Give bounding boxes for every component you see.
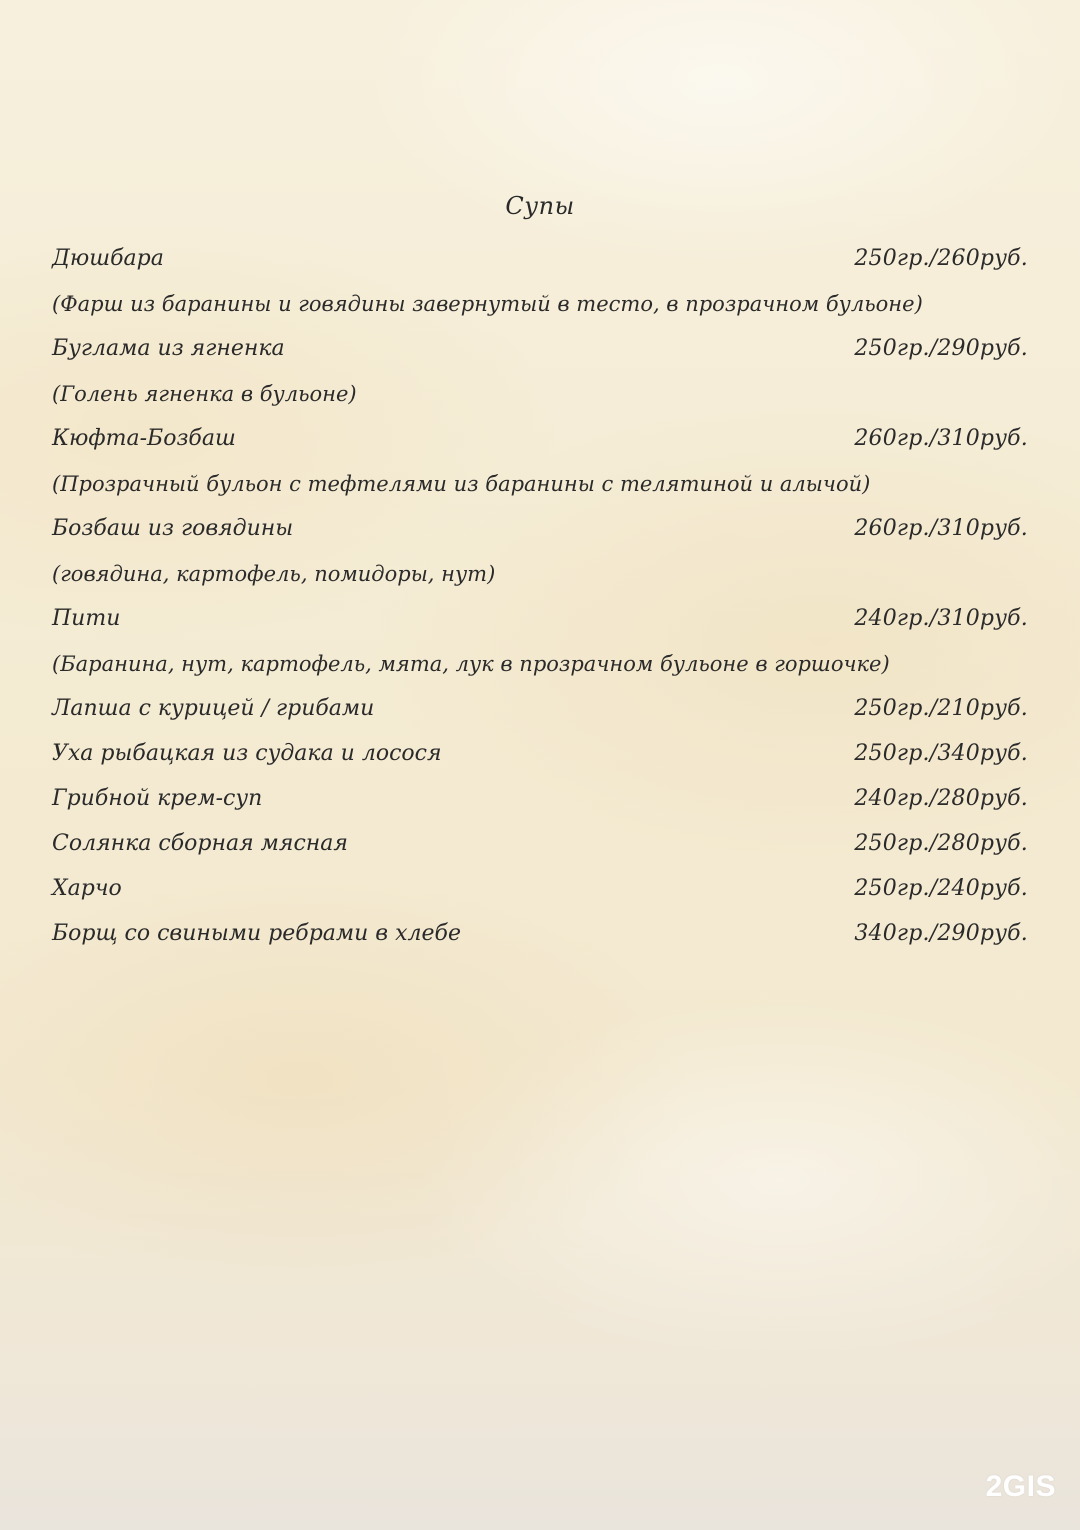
dish-name: Харчо [52,876,122,901]
menu-item [52,776,1028,821]
dish-name: Борщ со свиными ребрами в хлебе [52,921,461,946]
menu-item [52,506,1028,551]
dish-description-text: (Фарш из баранины и говядины завернутый в тесто, в прозрачном бульоне) [52,291,923,316]
dish-name: Пити [52,606,121,631]
menu-item [52,416,1028,461]
dish-description [52,371,1028,416]
dish-name: Лапша с курицей / грибами [52,696,375,721]
menu-item [52,731,1028,776]
dish-price: 240гр./280руб. [854,786,1028,811]
dish-name: Кюфта-Бозбаш [52,426,236,451]
dish-name: Грибной крем-суп [52,786,263,811]
dish-name: Бозбаш из говядины [52,516,294,541]
menu-item [52,686,1028,731]
dish-description-text: (Голень ягненка в бульоне) [52,381,357,406]
dish-description [52,461,1028,506]
menu-item [52,821,1028,866]
section-title: Супы [505,192,575,220]
dish-price: 250гр./280руб. [854,831,1028,856]
menu-item [52,326,1028,371]
dish-description [52,551,1028,596]
dish-price: 250гр./210руб. [854,696,1028,721]
dish-name: Буглама из ягненка [52,336,285,361]
dish-description-text: (Прозрачный бульон с тефтелями из баранины с телятиной и алычой) [52,471,871,496]
dish-price: 260гр./310руб. [854,516,1028,541]
dish-price: 250гр./240руб. [854,876,1028,901]
menu-item [52,911,1028,956]
dish-price: 250гр./290руб. [854,336,1028,361]
dish-description-text: (Баранина, нут, картофель, мята, лук в прозрачном бульоне в горшочке) [52,651,890,676]
dish-price: 240гр./310руб. [854,606,1028,631]
dish-price: 250гр./340руб. [854,741,1028,766]
menu-item [52,236,1028,281]
dish-name: Дюшбара [52,246,164,271]
soup-list [52,236,1028,956]
dish-price: 260гр./310руб. [854,426,1028,451]
dish-price: 340гр./290руб. [854,921,1028,946]
dish-price: 250гр./260руб. [854,246,1028,271]
dish-name: Уха рыбацкая из судака и лосося [52,741,442,766]
dish-description [52,281,1028,326]
dish-description-text: (говядина, картофель, помидоры, нут) [52,561,496,586]
watermark-logo: 2GIS [985,1470,1056,1503]
dish-name: Солянка сборная мясная [52,831,348,856]
menu-item [52,866,1028,911]
menu-item [52,596,1028,641]
dish-description [52,641,1028,686]
